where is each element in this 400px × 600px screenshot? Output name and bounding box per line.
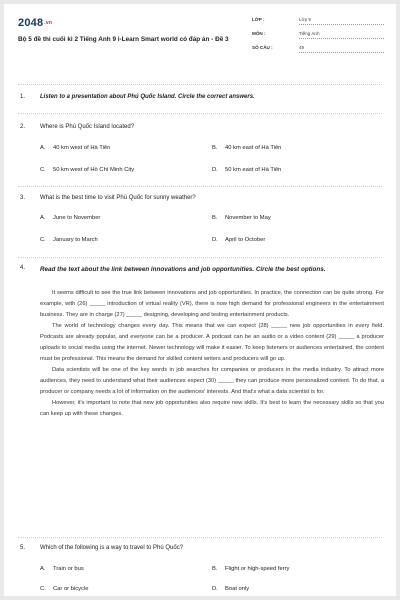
option-text: Flight or high-speed ferry xyxy=(225,566,290,572)
passage-paragraph: However, it's important to note that new job opportunities also require new skills. It's best to learn the necessary skills so that you can keep up with these changes. xyxy=(40,400,384,417)
question-text: Listen to a presentation about Phú Quốc Island. Circle the correct answers. xyxy=(40,94,255,100)
passage-paragraph: It seems difficult to see the true link between innovations and job opportunities. In practice, the connection can be quite strong. For example, with (26) _____ introduction of virtual reality (VR), there is now high demand for professional engineers in the entertainment business. They are in charge (27) _____ designing, developing and testing entertainment products. xyxy=(40,290,384,318)
option-c[interactable] xyxy=(40,166,134,175)
option-d[interactable] xyxy=(212,166,281,175)
meta-row-count xyxy=(252,45,384,59)
question-text: Where is Phú Quốc Island located? xyxy=(40,124,135,130)
option-text: 40 km west of Hà Tiên xyxy=(53,145,111,151)
question-number: 2. xyxy=(20,124,26,130)
logo-suffix: .vn xyxy=(44,20,53,26)
question-number: 4. xyxy=(20,265,26,271)
document-header xyxy=(18,14,384,74)
question-number: 3. xyxy=(20,195,26,201)
option-b[interactable] xyxy=(212,565,289,574)
option-text: 40 km east of Hà Tiên xyxy=(225,145,282,151)
option-text: June to November xyxy=(53,215,101,221)
meta-label: MÔN : xyxy=(252,31,266,36)
option-text: Boat only xyxy=(225,586,250,592)
option-text: 50 km east of Hà Tiên xyxy=(225,167,282,173)
option-letter: D. xyxy=(212,167,218,173)
option-letter: D. xyxy=(212,586,218,592)
question-text: What is the best time to visit Phú Quốc for sunny weather? xyxy=(40,195,196,201)
option-text: Car or bicycle xyxy=(53,586,89,592)
option-letter: B. xyxy=(212,215,218,221)
option-a[interactable] xyxy=(40,565,84,574)
option-text: 50 km west of Hồ Chí Minh City xyxy=(53,167,135,173)
document-page xyxy=(4,4,396,596)
meta-label: SỐ CÂU : xyxy=(252,45,273,50)
question-number: 5. xyxy=(20,545,26,551)
divider xyxy=(18,84,382,85)
reading-instructions: Read the text about the link between innovations and job opportunities. Circle the best options. xyxy=(40,266,326,273)
option-d[interactable] xyxy=(212,236,265,245)
meta-label: LỚP : xyxy=(252,17,265,22)
option-letter: A. xyxy=(40,566,46,572)
option-letter: C. xyxy=(40,586,46,592)
divider xyxy=(18,186,382,187)
option-text: November to May xyxy=(225,215,271,221)
passage-paragraph: Data scientists will be one of the key words in job searches for companies or producers in the media industry. To attract more audiences, they need to understand what their audiences expect (30) _____ they can produce more personalized content. To do that, a producer or company needs a lot of information on the audiences' interests. And that's what a data scientist is for. xyxy=(40,367,384,395)
option-b[interactable] xyxy=(212,144,281,153)
meta-value: 49 xyxy=(299,45,384,53)
option-text: January to March xyxy=(53,237,98,243)
option-c[interactable] xyxy=(40,585,88,594)
reading-passage xyxy=(40,288,384,420)
document-meta xyxy=(252,17,384,59)
question-text: Which of the following is a way to travel to Phú Quốc? xyxy=(40,545,184,551)
option-b[interactable] xyxy=(212,214,271,223)
option-letter: C. xyxy=(40,167,46,173)
option-letter: B. xyxy=(212,145,218,151)
option-d[interactable] xyxy=(212,585,249,594)
option-a[interactable] xyxy=(40,144,110,153)
option-letter: A. xyxy=(40,145,46,151)
divider xyxy=(18,257,382,258)
site-logo[interactable] xyxy=(18,17,52,29)
option-text: April to October xyxy=(225,237,266,243)
option-letter: A. xyxy=(40,215,46,221)
meta-value: Lớp 9 xyxy=(299,17,384,25)
option-letter: B. xyxy=(212,566,218,572)
meta-value: Tiếng Anh xyxy=(299,31,384,39)
meta-row-class xyxy=(252,17,384,31)
meta-row-subject xyxy=(252,31,384,45)
logo-text: 2048 xyxy=(18,17,44,29)
option-text: Train or bus xyxy=(53,566,84,572)
passage-paragraph: The world of technology changes every day. This means that we can expect (28) _____ new job opportunities in every field. Podcasts are already popular, and everyone can be a producer. A podcast can be an audio or a video content (29) _____ a producer uploads to social media using the internet. Newer technology will make it easier. To keep listeners or audiences entertained, the content must be professional. This means the demand for skilled content writers and producers will go up. xyxy=(40,323,384,362)
option-letter: C. xyxy=(40,237,46,243)
question-number: 1. xyxy=(20,94,26,100)
option-a[interactable] xyxy=(40,214,100,223)
option-letter: D. xyxy=(212,237,218,243)
option-c[interactable] xyxy=(40,236,98,245)
document-title: Bộ 5 đề thi cuối kì 2 Tiếng Anh 9 i-Learn Smart world có đáp án - Đề 3 xyxy=(18,36,229,43)
divider xyxy=(18,113,382,114)
divider xyxy=(18,537,382,538)
